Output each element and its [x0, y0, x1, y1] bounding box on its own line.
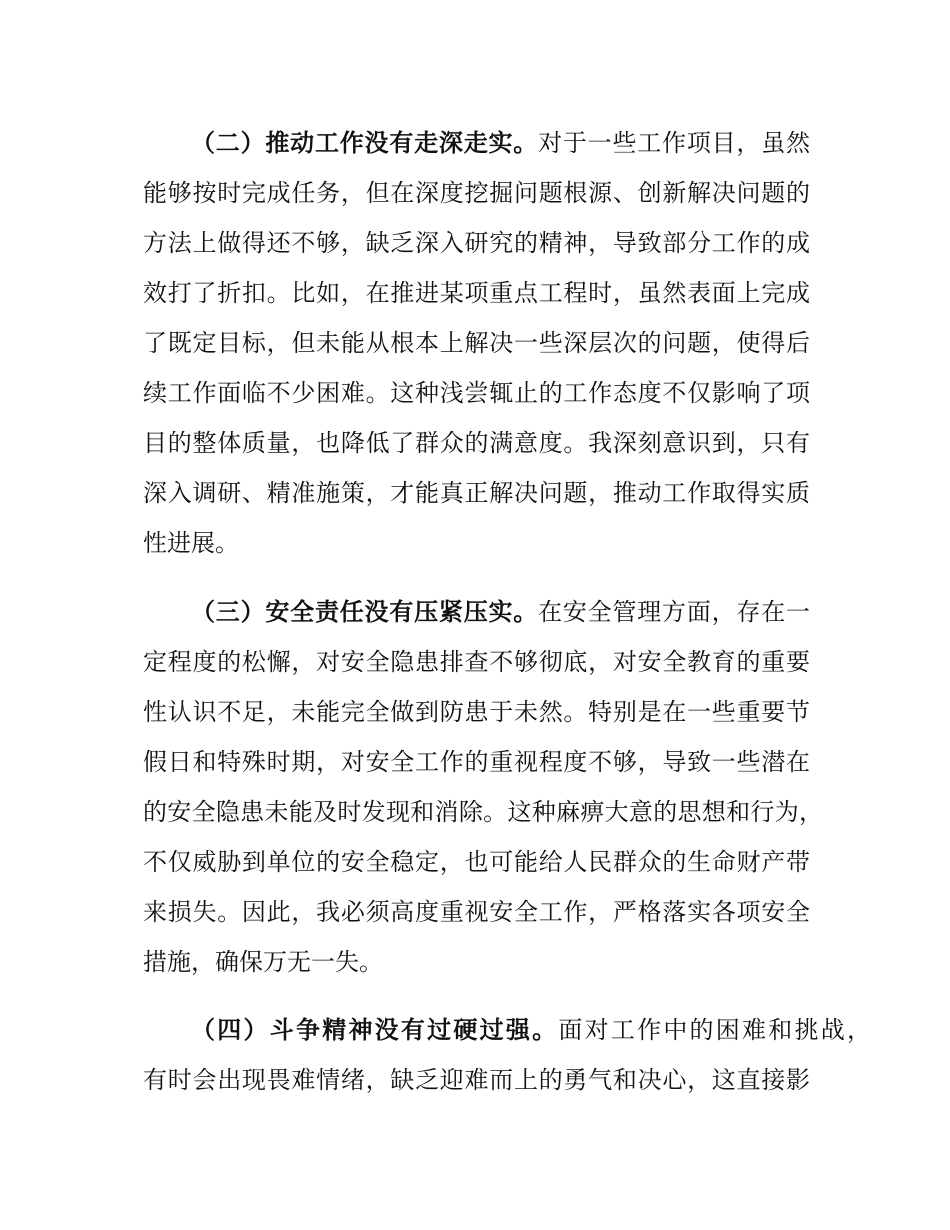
- paragraph-line: 能够按时完成任务，但在深度挖掘问题根源、创新解决问题的: [143, 179, 810, 207]
- paragraph-2: [143, 118, 810, 568]
- paragraph-line: 假日和特殊时期，对安全工作的重视程度不够，导致一些潜在: [143, 748, 810, 776]
- paragraph-line: 的安全隐患未能及时发现和消除。这种麻痹大意的思想和行为，: [143, 798, 823, 826]
- paragraph-line: [143, 118, 810, 168]
- paragraph-4: [143, 1005, 871, 1105]
- paragraph-line: 方法上做得还不够，缺乏深入研究的精神，导致部分工作的成: [143, 229, 810, 257]
- paragraph-line: 目的整体质量，也降低了群众的满意度。我深刻意识到，只有: [143, 429, 810, 457]
- paragraph-heading: （四）斗争精神没有过硬过强。: [191, 1016, 559, 1044]
- paragraph-line: 续工作面临不少困难。这种浅尝辄止的工作态度不仅影响了项: [143, 379, 810, 407]
- paragraph-3: [143, 587, 823, 987]
- line-text: 对于一些工作项目，虽然: [538, 129, 811, 157]
- paragraph-line: [143, 1005, 871, 1055]
- paragraph-heading: （三）安全责任没有压紧压实。: [191, 598, 539, 626]
- line-text: 面对工作中的困难和挑战，: [558, 1016, 871, 1044]
- line-text: 在安全管理方面，存在一: [538, 598, 811, 626]
- paragraph-line: 措施，确保万无一失。: [143, 948, 383, 976]
- paragraph-line: 来损失。因此，我必须高度重视安全工作，严格落实各项安全: [143, 898, 810, 926]
- paragraph-line: 深入调研、精准施策，才能真正解决问题，推动工作取得实质: [143, 479, 810, 507]
- paragraph-line: 有时会出现畏难情绪，缺乏迎难而上的勇气和决心，这直接影: [143, 1066, 810, 1094]
- paragraph-line: 效打了折扣。比如，在推进某项重点工程时，虽然表面上完成: [143, 279, 810, 307]
- paragraph-line: 性认识不足，未能完全做到防患于未然。特别是在一些重要节: [143, 698, 810, 726]
- paragraph-line: [143, 587, 810, 637]
- paragraph-line: 性进展。: [143, 529, 239, 557]
- paragraph-line: 不仅威胁到单位的安全稳定，也可能给人民群众的生命财产带: [143, 848, 810, 876]
- paragraph-heading: （二）推动工作没有走深走实。: [191, 129, 539, 157]
- paragraph-line: 了既定目标，但未能从根本上解决一些深层次的问题，使得后: [143, 329, 810, 357]
- paragraph-line: 定程度的松懈，对安全隐患排查不够彻底，对安全教育的重要: [143, 648, 810, 676]
